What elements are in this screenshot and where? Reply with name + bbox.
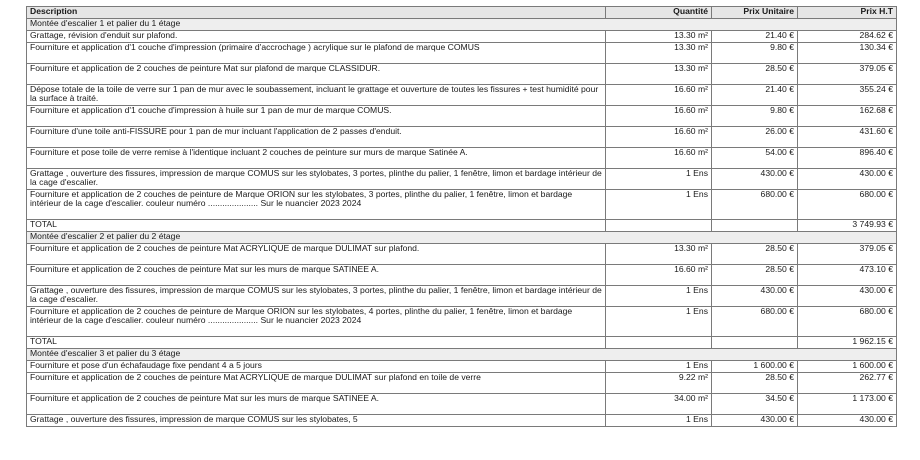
item-quantity: 1 Ens xyxy=(606,190,712,220)
item-description: Fourniture et application de 2 couches de peinture Mat ACRYLIQUE de marque DULIMAT sur plafond en toile de verre xyxy=(27,373,606,394)
table-row xyxy=(27,265,897,286)
item-quantity: 1 Ens xyxy=(606,169,712,190)
item-unit-price: 9.80 € xyxy=(712,43,798,64)
total-unit xyxy=(712,220,798,232)
section-row xyxy=(27,19,897,31)
total-label: TOTAL xyxy=(27,220,606,232)
item-quantity: 34.00 m² xyxy=(606,394,712,415)
table-row xyxy=(27,307,897,337)
total-qty xyxy=(606,337,712,349)
item-quantity: 16.60 m² xyxy=(606,106,712,127)
item-quantity: 13.30 m² xyxy=(606,43,712,64)
item-description: Grattage , ouverture des fissures, impression de marque COMUS sur les stylobates, 3 portes, plinthe du palier, 1 fenêtre, limon et bardage intérieur de la cage d'escalier. xyxy=(27,169,606,190)
item-quantity: 9.22 m² xyxy=(606,373,712,394)
item-unit-price: 28.50 € xyxy=(712,265,798,286)
item-quantity: 16.60 m² xyxy=(606,148,712,169)
section-row xyxy=(27,232,897,244)
item-unit-price: 26.00 € xyxy=(712,127,798,148)
total-amount: 3 749.93 € xyxy=(798,220,897,232)
total-label: TOTAL xyxy=(27,337,606,349)
table-row xyxy=(27,64,897,85)
item-price-ht: 1 173.00 € xyxy=(798,394,897,415)
item-description: Fourniture et application de 2 couches de peinture de Marque ORION sur les stylobates, 3 portes, plinthe du palier, 1 fenêtre, limon et bardage intérieur de la cage d'escalier. couleur numéro ..................... Sur le nuancier 2023 2024 xyxy=(27,190,606,220)
item-price-ht: 284.62 € xyxy=(798,31,897,43)
item-quantity: 1 Ens xyxy=(606,286,712,307)
item-quantity: 16.60 m² xyxy=(606,127,712,148)
table-row xyxy=(27,169,897,190)
item-description: Fourniture et pose toile de verre remise à l'identique incluant 2 couches de peinture sur murs de marque Satinée A. xyxy=(27,148,606,169)
item-description: Fourniture et application de 2 couches de peinture Mat sur les murs de marque SATINEE A. xyxy=(27,394,606,415)
item-price-ht: 430.00 € xyxy=(798,169,897,190)
item-quantity: 13.30 m² xyxy=(606,244,712,265)
item-price-ht: 379.05 € xyxy=(798,244,897,265)
item-quantity: 16.60 m² xyxy=(606,265,712,286)
table-body xyxy=(27,19,897,427)
item-price-ht: 473.10 € xyxy=(798,265,897,286)
table-row xyxy=(27,43,897,64)
item-unit-price: 28.50 € xyxy=(712,244,798,265)
header-quantity: Quantité xyxy=(606,7,712,19)
item-quantity: 13.30 m² xyxy=(606,64,712,85)
total-amount: 1 962.15 € xyxy=(798,337,897,349)
table-row xyxy=(27,361,897,373)
item-quantity: 1 Ens xyxy=(606,415,712,427)
total-unit xyxy=(712,337,798,349)
item-quantity: 13.30 m² xyxy=(606,31,712,43)
table-row xyxy=(27,85,897,106)
item-price-ht: 431.60 € xyxy=(798,127,897,148)
section-title: Montée d'escalier 1 et palier du 1 étage xyxy=(27,19,897,31)
table-row xyxy=(27,415,897,427)
item-price-ht: 896.40 € xyxy=(798,148,897,169)
item-quantity: 1 Ens xyxy=(606,361,712,373)
section-title: Montée d'escalier 3 et palier du 3 étage xyxy=(27,349,897,361)
item-description: Fourniture et application de 2 couches de peinture Mat ACRYLIQUE de marque DULIMAT sur plafond. xyxy=(27,244,606,265)
header-price-ht: Prix H.T xyxy=(798,7,897,19)
item-description: Fourniture et application de 2 couches de peinture de Marque ORION sur les stylobates, 4 portes, plinthe du palier, 1 fenêtre, limon et bardage intérieur de la cage d'escalier. couleur numéro ..................... Sur le nuancier 2023 2024 xyxy=(27,307,606,337)
item-unit-price: 54.00 € xyxy=(712,148,798,169)
item-description: Grattage , ouverture des fissures, impression de marque COMUS sur les stylobates, 5 xyxy=(27,415,606,427)
table-row xyxy=(27,148,897,169)
table-row xyxy=(27,244,897,265)
item-unit-price: 21.40 € xyxy=(712,31,798,43)
item-unit-price: 21.40 € xyxy=(712,85,798,106)
section-title: Montée d'escalier 2 et palier du 2 étage xyxy=(27,232,897,244)
item-price-ht: 355.24 € xyxy=(798,85,897,106)
item-price-ht: 430.00 € xyxy=(798,415,897,427)
header-unit-price: Prix Unitaire xyxy=(712,7,798,19)
table-row xyxy=(27,394,897,415)
item-price-ht: 680.00 € xyxy=(798,307,897,337)
item-unit-price: 28.50 € xyxy=(712,373,798,394)
table-row xyxy=(27,31,897,43)
total-qty xyxy=(606,220,712,232)
table-header-row xyxy=(27,7,897,19)
item-unit-price: 28.50 € xyxy=(712,64,798,85)
table-row xyxy=(27,127,897,148)
item-unit-price: 9.80 € xyxy=(712,106,798,127)
item-quantity: 16.60 m² xyxy=(606,85,712,106)
item-price-ht: 430.00 € xyxy=(798,286,897,307)
item-unit-price: 430.00 € xyxy=(712,286,798,307)
quote-table xyxy=(26,6,897,427)
table-row xyxy=(27,373,897,394)
section-row xyxy=(27,349,897,361)
item-unit-price: 1 600.00 € xyxy=(712,361,798,373)
item-description: Fourniture et application d'1 couche d'impression (primaire d'accrochage ) acrylique sur le plafond de marque COMUS xyxy=(27,43,606,64)
item-price-ht: 379.05 € xyxy=(798,64,897,85)
item-description: Grattage, révision d'enduit sur plafond. xyxy=(27,31,606,43)
item-unit-price: 680.00 € xyxy=(712,307,798,337)
item-description: Fourniture et application d'1 couche d'impression à huile sur 1 pan de mur de marque COMUS. xyxy=(27,106,606,127)
item-description: Fourniture d'une toile anti-FISSURE pour 1 pan de mur incluant l'application de 2 passes d'enduit. xyxy=(27,127,606,148)
header-description: Description xyxy=(27,7,606,19)
item-description: Fourniture et pose d'un échafaudage fixe pendant 4 a 5 jours xyxy=(27,361,606,373)
item-description: Fourniture et application de 2 couches de peinture Mat sur plafond de marque CLASSIDUR. xyxy=(27,64,606,85)
item-unit-price: 430.00 € xyxy=(712,169,798,190)
item-price-ht: 1 600.00 € xyxy=(798,361,897,373)
item-description: Grattage , ouverture des fissures, impression de marque COMUS sur les stylobates, 3 portes, plinthe du palier, 1 fenêtre, limon et bardage intérieur de la cage d'escalier. xyxy=(27,286,606,307)
item-price-ht: 680.00 € xyxy=(798,190,897,220)
item-description: Dépose totale de la toile de verre sur 1 pan de mur avec le soubassement, incluant le grattage et ouverture de toutes les fissures + test humidité pour la surface à traité. xyxy=(27,85,606,106)
total-row xyxy=(27,220,897,232)
total-row xyxy=(27,337,897,349)
item-unit-price: 430.00 € xyxy=(712,415,798,427)
table-row xyxy=(27,190,897,220)
item-price-ht: 162.68 € xyxy=(798,106,897,127)
item-unit-price: 680.00 € xyxy=(712,190,798,220)
item-description: Fourniture et application de 2 couches de peinture Mat sur les murs de marque SATINEE A. xyxy=(27,265,606,286)
item-price-ht: 262.77 € xyxy=(798,373,897,394)
table-row xyxy=(27,286,897,307)
item-price-ht: 130.34 € xyxy=(798,43,897,64)
item-unit-price: 34.50 € xyxy=(712,394,798,415)
table-row xyxy=(27,106,897,127)
item-quantity: 1 Ens xyxy=(606,307,712,337)
